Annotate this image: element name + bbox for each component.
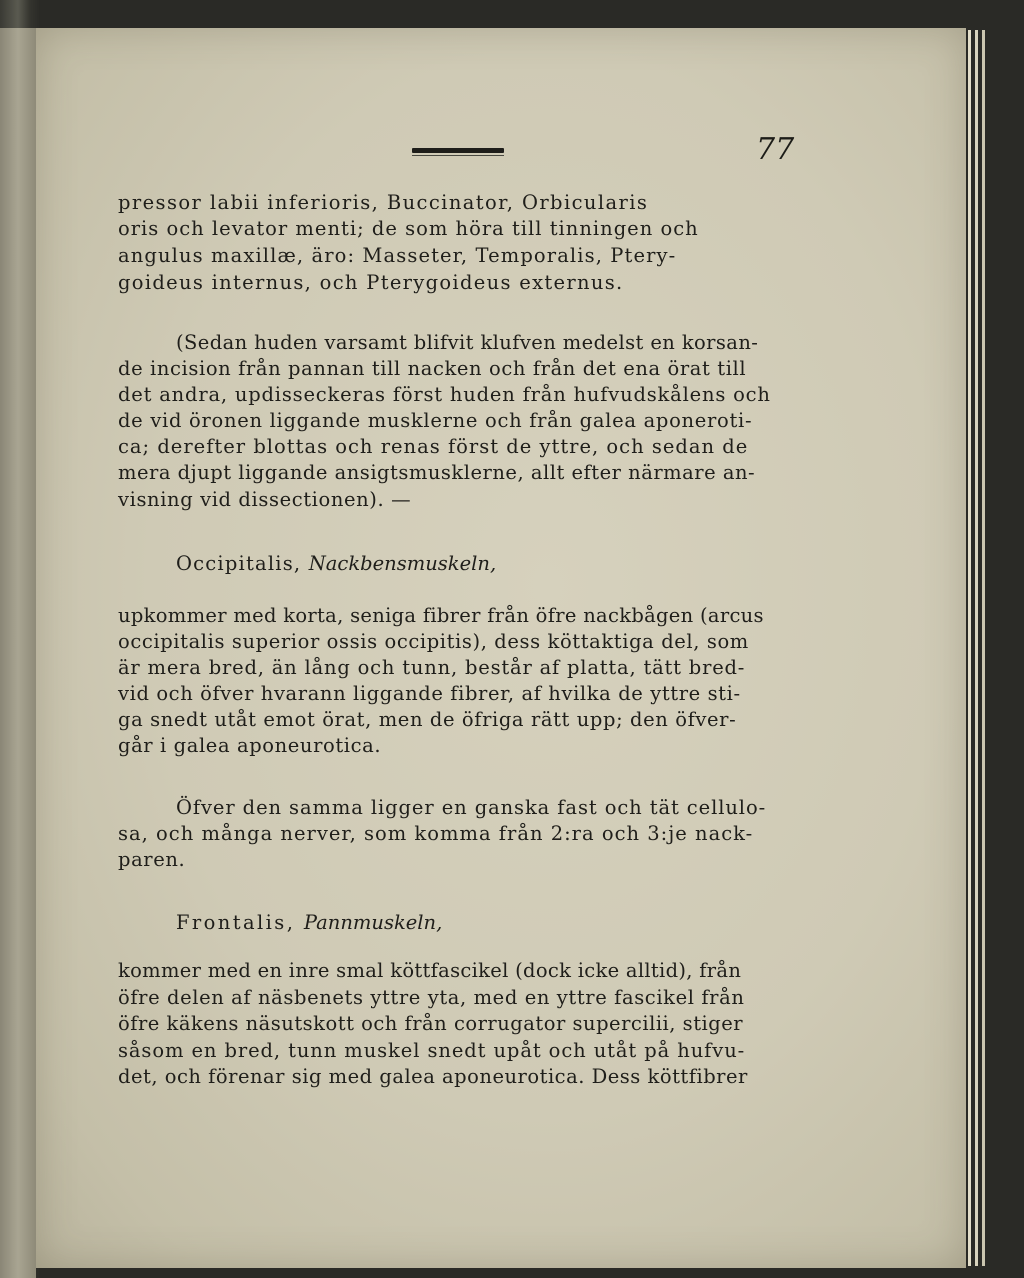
facing-page-edge: [0, 28, 36, 1278]
text-line: öfre delen af näsbenets yttre yta, med en yttre fascikel från: [118, 986, 745, 1009]
header-rule: [412, 148, 504, 153]
section-heading-occipitalis: [176, 551, 496, 577]
text-line: såsom en bred, tunn muskel snedt upåt och utåt på hufvu-: [118, 1039, 746, 1062]
text-line: mera djupt liggande ansigtsmusklerne, allt efter närmare an-: [118, 461, 756, 484]
text-line: pressor labii inferioris, Buccinator, Orbicularis: [118, 191, 649, 214]
text-line: ga snedt utåt emot örat, men de öfriga rätt upp; den öfver-: [118, 708, 737, 731]
heading-latin-name: Frontalis,: [176, 911, 296, 934]
heading-latin-name: Occipitalis,: [176, 552, 302, 575]
text-line: goideus internus, och Pterygoideus externus.: [118, 271, 624, 294]
page-number: 77: [756, 132, 795, 167]
text-line: vid och öfver hvarann liggande fibrer, af hvilka de yttre sti-: [118, 682, 741, 705]
section-heading-frontalis: [176, 910, 442, 936]
page-edge-line: [975, 30, 978, 1266]
heading-swedish-name: Pannmuskeln,: [303, 911, 443, 934]
text-line: är mera bred, än lång och tunn, består af platta, tätt bred-: [118, 656, 746, 679]
heading-swedish-name: Nackbensmuskeln,: [308, 552, 497, 575]
text-line: visning vid dissectionen). —: [118, 488, 412, 511]
text-line: det, och förenar sig med galea aponeurotica. Dess köttfibrer: [118, 1065, 748, 1088]
text-line: går i galea aponeurotica.: [118, 734, 382, 757]
page-edge-line: [982, 30, 985, 1266]
text-line: kommer med en inre smal köttfascikel (dock icke alltid), från: [118, 959, 742, 982]
text-line: Öfver den samma ligger en ganska fast och tät cellulo-: [176, 796, 767, 819]
text-line: de vid öronen liggande musklerne och från galea aponeroti-: [118, 409, 753, 432]
text-line: de incision från pannan till nacken och från det ena örat till: [118, 357, 747, 380]
text-line: ca; derefter blottas och renas först de yttre, och sedan de: [118, 435, 749, 458]
text-line: oris och levator menti; de som höra till tinningen och: [118, 217, 699, 240]
text-line: angulus maxillæ, äro: Masseter, Temporalis, Ptery-: [118, 244, 677, 267]
text-line: (Sedan huden varsamt blifvit klufven medelst en korsan-: [176, 331, 759, 354]
page-edge-line: [968, 30, 971, 1266]
text-line: occipitalis superior ossis occipitis), dess köttaktiga del, som: [118, 630, 749, 653]
text-line: sa, och många nerver, som komma från 2:ra och 3:je nack-: [118, 822, 754, 845]
text-line: det andra, updisseckeras först huden från hufvudskålens och: [118, 383, 771, 406]
text-line: öfre käkens näsutskott och från corrugator supercilii, stiger: [118, 1012, 744, 1035]
text-line: paren.: [118, 848, 186, 871]
text-line: upkommer med korta, seniga fibrer från öfre nackbågen (arcus: [118, 604, 764, 627]
